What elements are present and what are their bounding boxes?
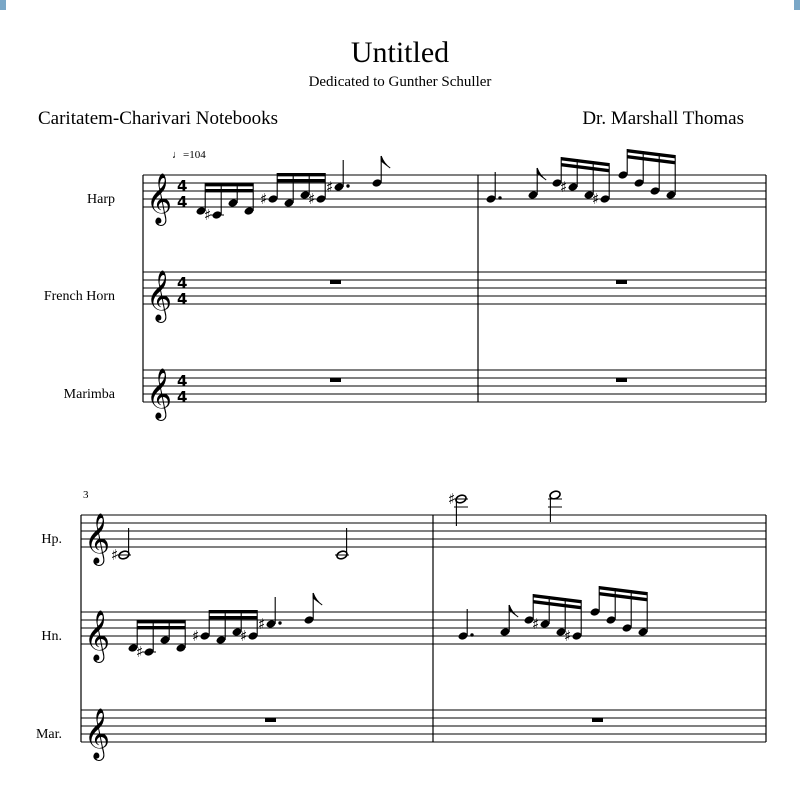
whole-rest-icon xyxy=(265,718,276,722)
note-beam xyxy=(277,179,325,182)
sharp-icon: ♯ xyxy=(560,178,568,196)
whole-rest-icon xyxy=(330,280,341,284)
sharp-icon: ♯ xyxy=(326,178,334,196)
sharp-icon: ♯ xyxy=(240,627,248,645)
sharp-icon: ♯ xyxy=(136,643,144,661)
treble-clef-icon: 𝄞 xyxy=(146,368,173,419)
sharp-icon: ♯ xyxy=(260,190,268,208)
augmentation-dot xyxy=(498,196,501,199)
sharp-icon: ♯ xyxy=(532,615,540,633)
score-lyricist: Caritatem-Charivari Notebooks xyxy=(38,108,279,129)
sharp-icon: ♯ xyxy=(204,206,212,224)
note-beam xyxy=(205,183,253,186)
time-signature-top: 4 xyxy=(177,372,188,390)
note-beam xyxy=(277,173,325,176)
note-beam xyxy=(137,620,185,623)
sharp-icon: ♯ xyxy=(111,546,119,564)
score-composer: Dr. Marshall Thomas xyxy=(582,108,744,129)
note-flag xyxy=(313,593,322,605)
instrument-label: Hn. xyxy=(41,629,62,644)
score-title: Untitled xyxy=(350,36,450,69)
instrument-label: Mar. xyxy=(35,727,62,742)
instrument-label: Hp. xyxy=(41,532,62,547)
sharp-icon: ♯ xyxy=(192,627,200,645)
note-beam xyxy=(137,626,185,629)
treble-clef-icon: 𝄞 xyxy=(84,513,111,564)
sharp-icon: ♯ xyxy=(564,627,572,645)
time-signature-top: 4 xyxy=(177,274,188,292)
whole-rest-icon xyxy=(592,718,603,722)
time-signature-bottom: 4 xyxy=(177,388,188,406)
instrument-label: Marimba xyxy=(63,387,115,402)
treble-clef-icon: 𝄞 xyxy=(146,270,173,321)
sharp-icon: ♯ xyxy=(308,190,316,208)
note-beam xyxy=(209,610,257,613)
instrument-label: French Horn xyxy=(43,289,115,304)
treble-clef-icon: 𝄞 xyxy=(84,708,111,759)
score-subtitle: Dedicated to Gunther Schuller xyxy=(308,74,492,90)
tempo-marking: ♩=104 xyxy=(172,149,206,161)
instrument-label: Harp xyxy=(87,192,115,207)
augmentation-dot xyxy=(346,184,349,187)
note-beam xyxy=(209,616,257,619)
sharp-icon: ♯ xyxy=(258,615,266,633)
time-signature-bottom: 4 xyxy=(177,290,188,308)
time-signature-top: 4 xyxy=(177,177,188,195)
treble-clef-icon: 𝄞 xyxy=(146,173,173,224)
note-beam xyxy=(205,189,253,192)
note-flag xyxy=(509,605,518,617)
note-flag xyxy=(537,168,546,180)
note-flag xyxy=(381,156,390,168)
whole-rest-icon xyxy=(616,378,627,382)
whole-rest-icon xyxy=(330,378,341,382)
treble-clef-icon: 𝄞 xyxy=(84,610,111,661)
measure-number: 3 xyxy=(83,489,89,501)
sharp-icon: ♯ xyxy=(592,190,600,208)
augmentation-dot xyxy=(278,621,281,624)
augmentation-dot xyxy=(470,633,473,636)
sharp-icon: ♯ xyxy=(448,490,456,508)
whole-rest-icon xyxy=(616,280,627,284)
time-signature-bottom: 4 xyxy=(177,193,188,211)
